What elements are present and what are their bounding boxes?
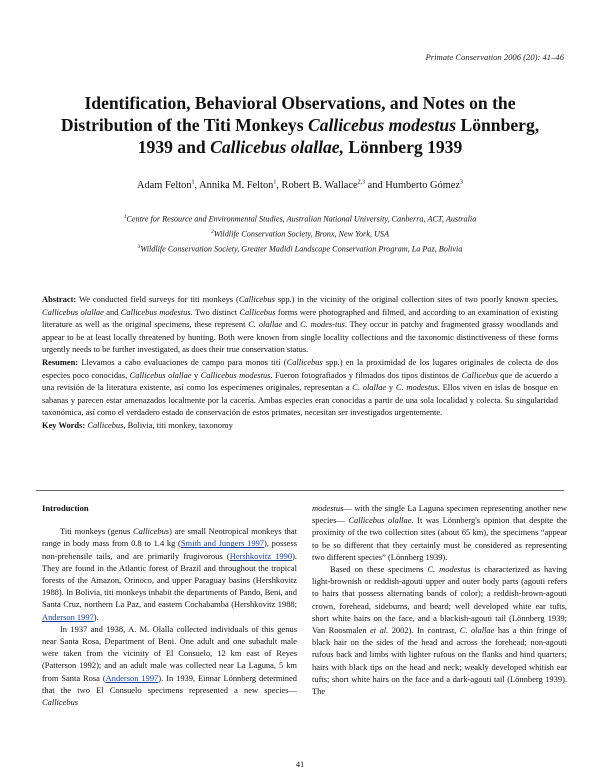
column-left [42, 502, 297, 708]
citation-link[interactable]: Anderson 1997 [105, 672, 159, 683]
section-heading-introduction: Introduction [42, 503, 89, 513]
paper-title [50, 92, 550, 158]
intro-paragraph-1: Titi monkeys (genus Callicebus) are small Neotropical monkeys that range in body mass from 0.8 to 1.4 kg (Smith and Jungers 1997), possess non-prehensile tails, and are primarily frugivorous (Hershkovitz 1990). They are found in the Atlantic forest of Brazil and throughout the tropical forests of the Amazon, Orinoco, and upper Paraguay basins (Hershkovitz 1988). In Bolivia, titi monkeys inhabit the departments of Pando, Beni, and Santa Cruz, northern La Paz, and eastern Cochabamba (Hershkovitz 1988; Anderson 1997). [42, 526, 297, 622]
affiliation-3: $^3$Wildlife Conservation Society, Greater Madidi Landscape Conservation Program, La Paz, Bolivia [137, 244, 463, 255]
citation-link[interactable]: Hershkovitz 1990 [229, 550, 293, 561]
title-line-1: Identification, Behavioral Observations, and Notes on the [84, 93, 516, 113]
author: Adam Felton$^1$, [136, 180, 200, 192]
affiliation-1: $^1$Centre for Resource and Environmental Studies, Australian National University, Canberra, ACT, Australia [123, 214, 477, 224]
column-right [312, 502, 567, 697]
keywords: Key Words: Callicebus, Bolivia, titi monkey, taxonomy [42, 419, 233, 430]
title-line-3: 1939 and Callicebus olallae, Lönnberg 1939 [137, 137, 463, 157]
section-divider [36, 490, 564, 491]
page-number: 41 [295, 760, 305, 769]
author: Annika M. Felton$^1$, [199, 180, 282, 192]
abstract-paragraph: Abstract: We conducted field surveys for titi monkeys (Callicebus spp.) in the vicinity of the original collection sites of two poorly known species, Callicebus olallae and Callicebus modestus. Two distinct Callicebus forms were photographed and filmed, and according to an examination of existing literature as well as the original specimens, these represent C. olallae and C. modes-tus. They occur in patchy and fragmented grassy woodlands and appear to be at least locally threatened by hunting. Both were known from single locality collections and the taxonomic distinctiveness of these forms urgently needs to be further investigated, as does their true conservation status. [42, 294, 559, 355]
journal-citation: Primate Conservation 2006 (20): 41–46 [425, 52, 564, 62]
resumen-paragraph: Resumen: Llevamos a cabo evaluaciones de campo para monos tití (Callicebus spp.) en la proximidad de los lugares originales de colecta de dos especies poco conocidas, Callicebus olallae y Callicebus modestus. Fueron fotografiados y filmados dos tipos distintos de Callicebus que de acuerdo a una revisión de la literatura existente, así como los especímenes originales, representan a C. olallae y C. modestus. Ellos viven en islas de bosque en sabanas y parecen estar amenazados localmente por la cacería. Ambas especies eran conocidas a partir de una sola localidad y colecta. Su singularidad taxonómica, así como el verdadero estado de conservación de estos primates, necesitan ser investigados urgentemente. [42, 356, 559, 418]
intro-paragraph-2-continued: modestus— with the single La Laguna specimen representing another new species— Callicebus olallae. It was Lönnberg's opinion that despite the proximity of the two collection sites (about 65 km), the specimens “appear to be so different that they certainly must be considered as representing two different species” (Lönnberg 1939). [312, 503, 568, 562]
affiliations [40, 211, 560, 257]
abstract-block [42, 293, 558, 432]
affiliation-2: $^2$Wildlife Conservation Society, Bronx, New York, USA [211, 229, 389, 239]
title-line-2: Distribution of the Titi Monkeys Callicebus modestus Lönnberg, [60, 115, 540, 135]
author-list [40, 180, 560, 191]
author: Humberto Gómez$^3$ [385, 180, 463, 192]
citation-link[interactable]: Smith and Jungers 1997 [180, 538, 265, 549]
intro-paragraph-3: Based on these specimens C. modestus is characterized as having light-brownish or reddish-agouti upper and outer body parts (agouti refers to hairs that possess alternating bands of color); a reddish-brown-agouti crown, forehead, sideburns, and beard; well developed white ear tufts, short white hairs on the face, and a blackish-agouti tail (Lönnberg 1939; Van Roosmalen et al. 2002). In contrast, C. olallae has a thin fringe of black hair on the sides of the head and across the forehead; non-agouti rufous back and limbs with lighter rufous on the flanks and hind quarters; hairs with black tips on the head and neck; weakly developed whitish ear tufts; short white hairs on the face and a dark-agouti tail (Lönnberg 1939). The [312, 564, 567, 697]
author: Robert B. Wallace$^{2,3}$ and [281, 180, 386, 192]
intro-paragraph-2: In 1937 and 1938, A. M. Olalla collected individuals of this genus near Santa Rosa, Department of Beni. One adult and one subadult male were taken from the vicinity of El Consuelo, 12 km east of Reyes (Patterson 1992); and an adult male was collected near La Laguna, 5 km from Santa Rosa (Anderson 1997). In 1939, Einnar Lönnberg determined that the two El Consuelo specimens represented a new species— Callicebus [42, 623, 297, 708]
citation-link[interactable]: Anderson 1997 [42, 611, 94, 622]
